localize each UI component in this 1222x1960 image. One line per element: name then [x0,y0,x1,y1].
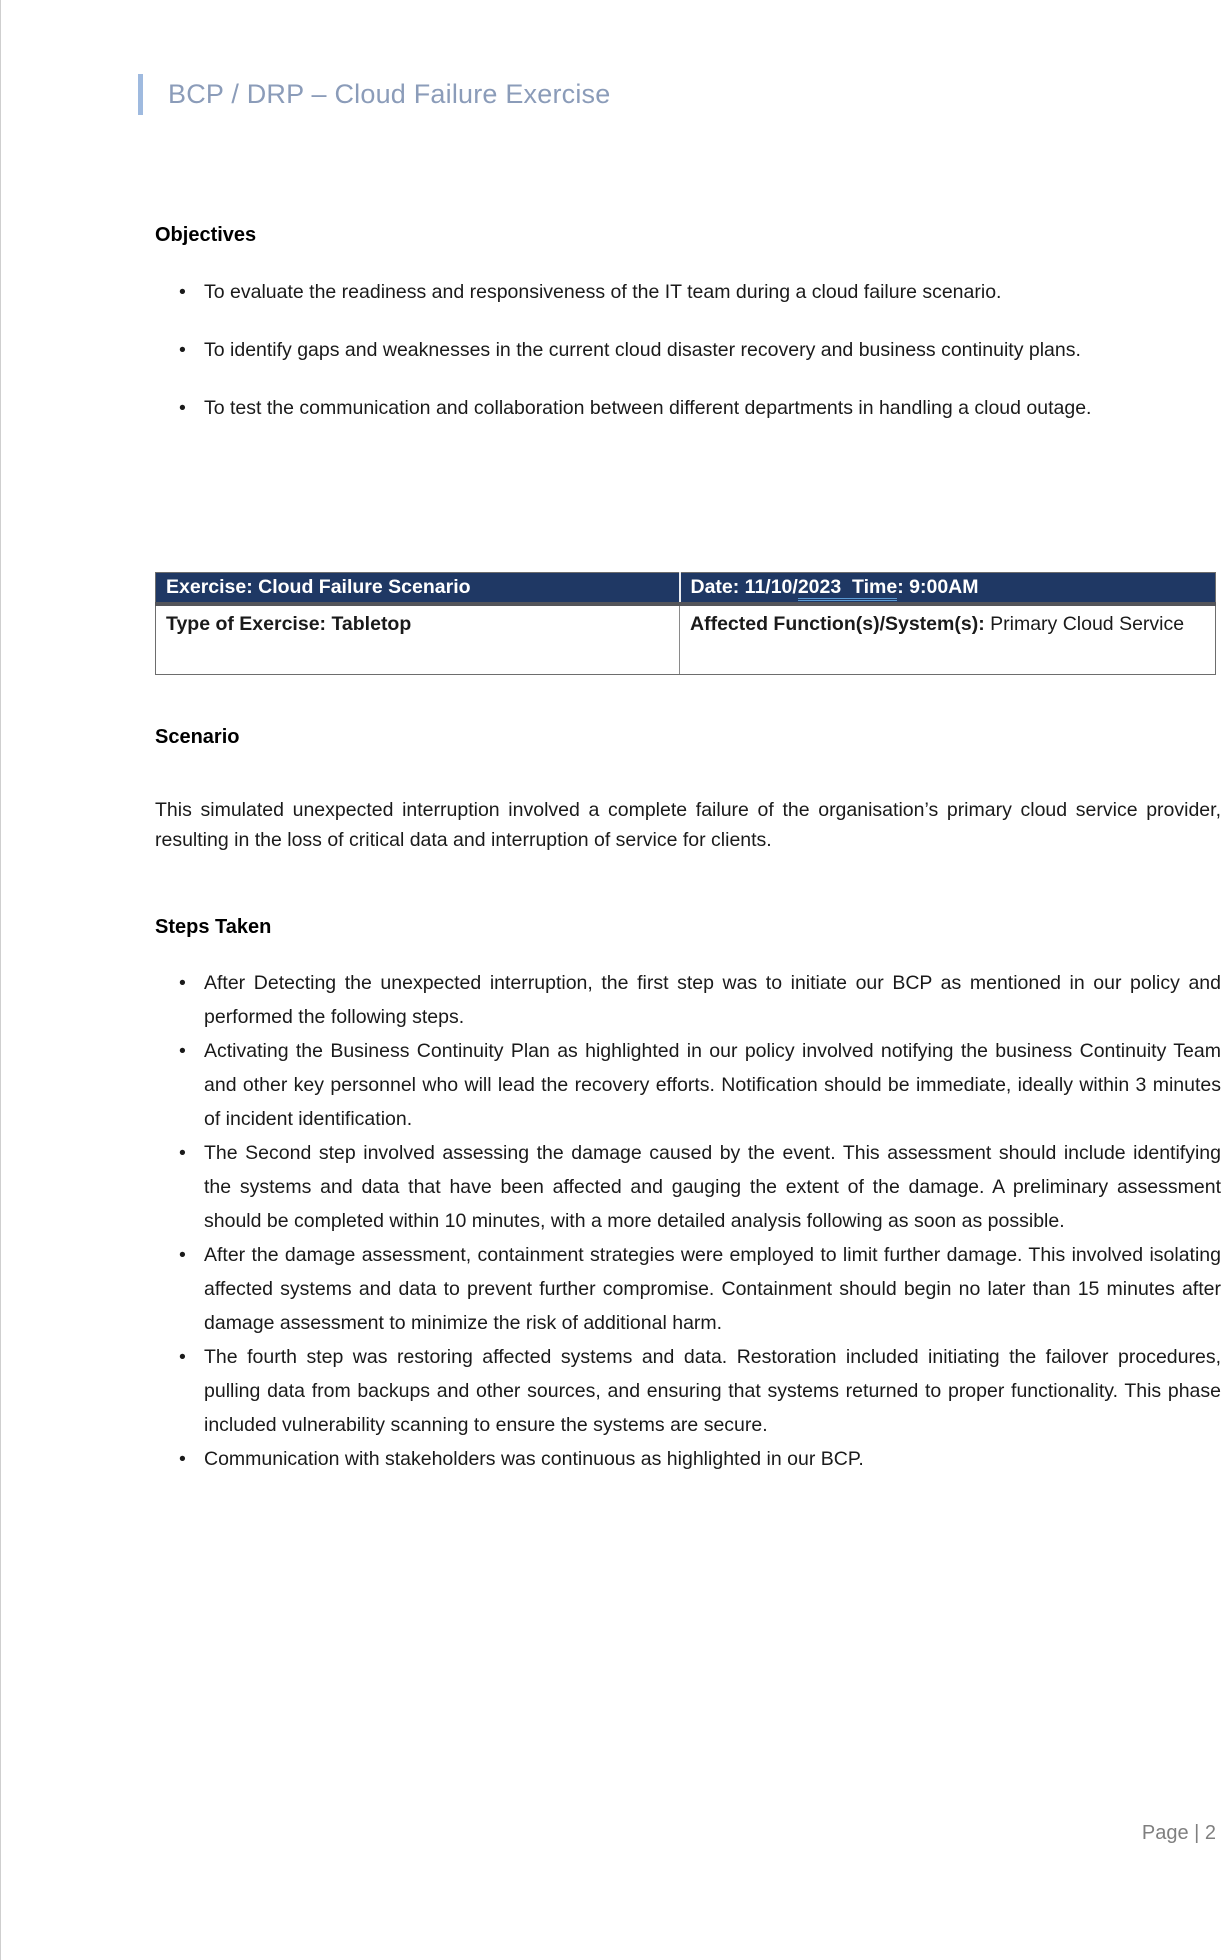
affected-systems-label: Affected Function(s)/System(s): [690,613,985,635]
step-item: • The fourth step was restoring affected systems and data. Restoration included initiating the failover procedures, pulling data from backups and other sources, and ensuring that systems returned to proper functionality. This phase included vulnerability scanning to ensure the systems are secure. [155,1340,1221,1442]
scenario-paragraph: This simulated unexpected interruption involved a complete failure of the organisation’s primary cloud service provider, resulting in the loss of critical data and interruption of service for clients. [155,798,1221,851]
step-item: • The Second step involved assessing the damage caused by the event. This assessment should include identifying the systems and data that have been affected and gauging the extent of the damage. A preliminary assessment should be completed within 10 minutes, with a more detailed analysis following as soon as possible. [155,1136,1221,1238]
table-body-row [156,604,1216,675]
objective-item: • To identify gaps and weaknesses in the current cloud disaster recovery and business continuity plans. [155,335,1221,365]
exercise-type-cell [156,604,680,675]
exercise-info-table [155,572,1216,675]
table-header-row [156,573,1216,605]
page-left-edge [0,0,1,1960]
objectives-list [155,277,1221,451]
step-item: • After the damage assessment, containment strategies were employed to limit further damage. This involved isolating affected systems and data to prevent further compromise. Containment should begin no later than 15 minutes after damage assessment to minimize the risk of additional harm. [155,1238,1221,1340]
step-item: • After Detecting the unexpected interruption, the first step was to initiate our BCP as mentioned in our policy and performed the following steps. [155,966,1221,1034]
exercise-name-cell: Exercise: Cloud Failure Scenario [156,573,680,605]
affected-systems-value: Primary Cloud Service [984,613,1185,635]
document-title: BCP / DRP – Cloud Failure Exercise [138,74,610,115]
date-time-cell [680,573,1216,605]
objective-item: • To test the communication and collaboration between different departments in handling a cloud outage. [155,393,1221,423]
scenario-heading: Scenario [155,726,240,748]
step-item: • Activating the Business Continuity Plan as highlighted in our policy involved notifying the business Continuity Team and other key personnel who will lead the recovery efforts. Notification should be immediate, ideally within 3 minutes of incident identification. [155,1034,1221,1136]
step-item: • Communication with stakeholders was continuous as highlighted in our BCP. [155,1442,1221,1476]
objectives-heading: Objectives [155,224,257,246]
steps-taken-heading: Steps Taken [155,916,272,938]
grammar-checked-text: 2023 Time [798,576,897,601]
exercise-type-label: Type of Exercise: Tabletop [166,613,412,635]
steps-taken-list [155,966,1221,1476]
page-number-footer: Page | 2 [1141,1822,1216,1844]
affected-systems-cell [680,604,1216,675]
date-prefix: Date: 11/10/ [690,576,798,598]
objective-item: • To evaluate the readiness and responsiveness of the IT team during a cloud failure scenario. [155,277,1221,307]
date-suffix: : 9:00AM [897,576,979,598]
